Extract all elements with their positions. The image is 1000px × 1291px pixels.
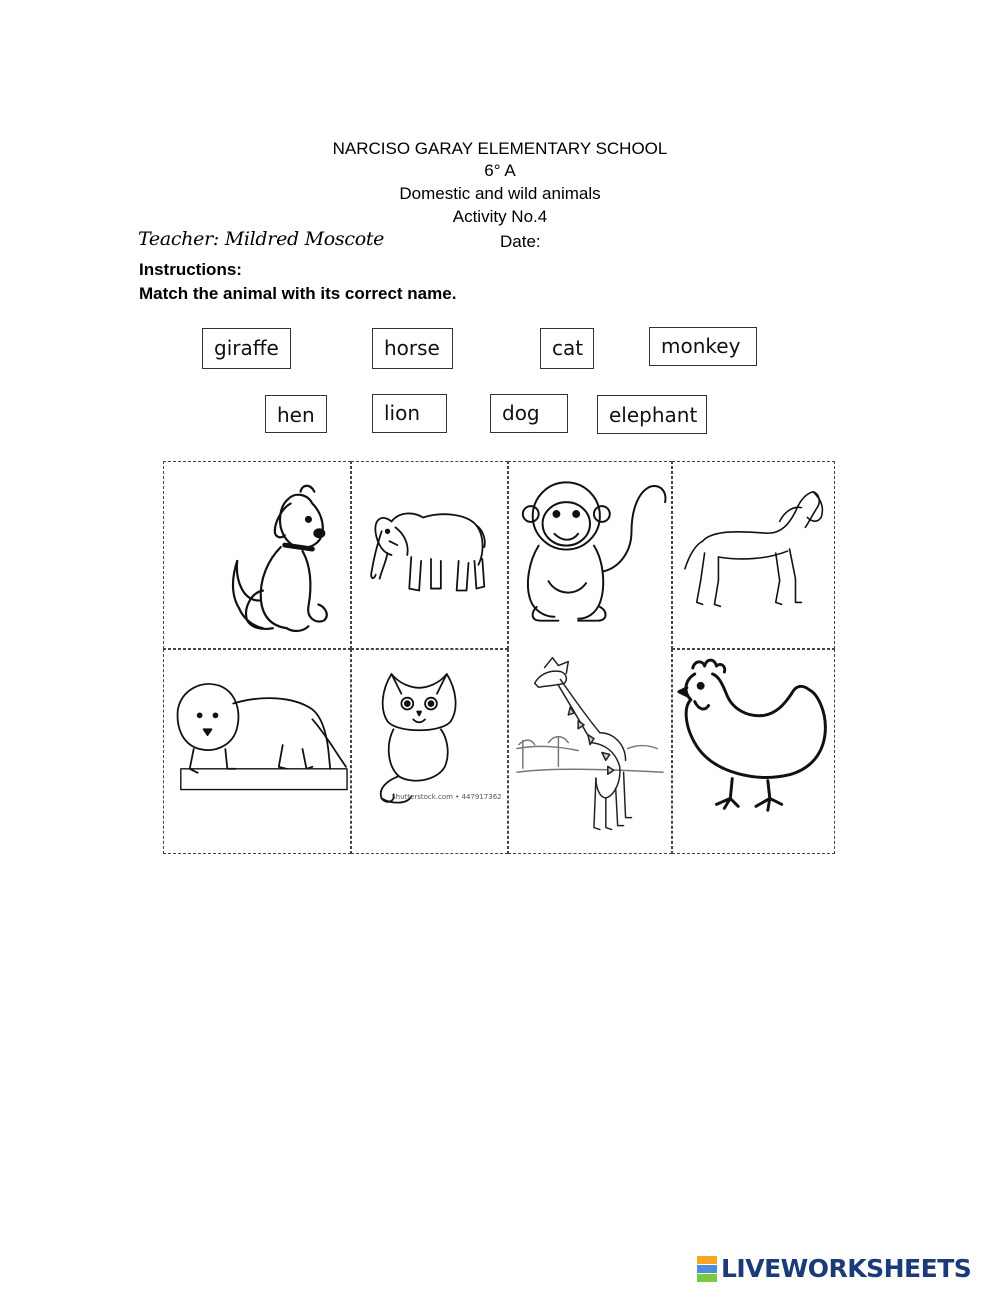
instructions-text: Match the animal with its correct name. — [139, 284, 457, 303]
picture-dog[interactable] — [163, 461, 351, 649]
picture-cat[interactable] — [351, 649, 508, 854]
liveworksheets-badge-icon — [697, 1256, 717, 1282]
word-cat[interactable]: cat — [540, 328, 594, 369]
word-giraffe[interactable]: giraffe — [202, 328, 291, 369]
teacher-name: Teacher: Mildred Moscote — [138, 228, 385, 250]
giraffe-icon — [509, 649, 671, 853]
school-name: NARCISO GARAY ELEMENTARY SCHOOL — [332, 139, 668, 158]
picture-lion[interactable] — [163, 649, 351, 854]
word-dog[interactable]: dog — [490, 394, 568, 433]
picture-monkey[interactable] — [508, 461, 672, 649]
hen-icon — [673, 650, 834, 853]
word-lion[interactable]: lion — [372, 394, 447, 433]
horse-icon — [673, 462, 834, 648]
picture-horse[interactable] — [672, 461, 835, 649]
picture-grid — [163, 461, 835, 854]
word-horse[interactable]: horse — [372, 328, 453, 369]
dog-icon — [164, 462, 350, 648]
word-hen[interactable]: hen — [265, 395, 327, 433]
elephant-icon — [352, 462, 507, 648]
monkey-icon — [509, 462, 671, 649]
date-label: Date: — [500, 232, 541, 251]
cat-icon — [352, 650, 507, 853]
picture-giraffe[interactable] — [508, 649, 672, 854]
word-monkey[interactable]: monkey — [649, 327, 757, 366]
instructions-heading: Instructions: — [139, 260, 242, 279]
word-elephant[interactable]: elephant — [597, 395, 707, 434]
grade: 6° A — [484, 161, 516, 180]
liveworksheets-wordmark: LIVEWORKSHEETS — [721, 1254, 972, 1283]
activity-number: Activity No.4 — [452, 207, 548, 226]
picture-elephant[interactable] — [351, 461, 508, 649]
topic: Domestic and wild animals — [399, 184, 601, 203]
cat-credit: shutterstock.com • 447917362 — [392, 793, 502, 801]
lion-icon — [164, 650, 350, 853]
picture-hen[interactable] — [672, 649, 835, 854]
